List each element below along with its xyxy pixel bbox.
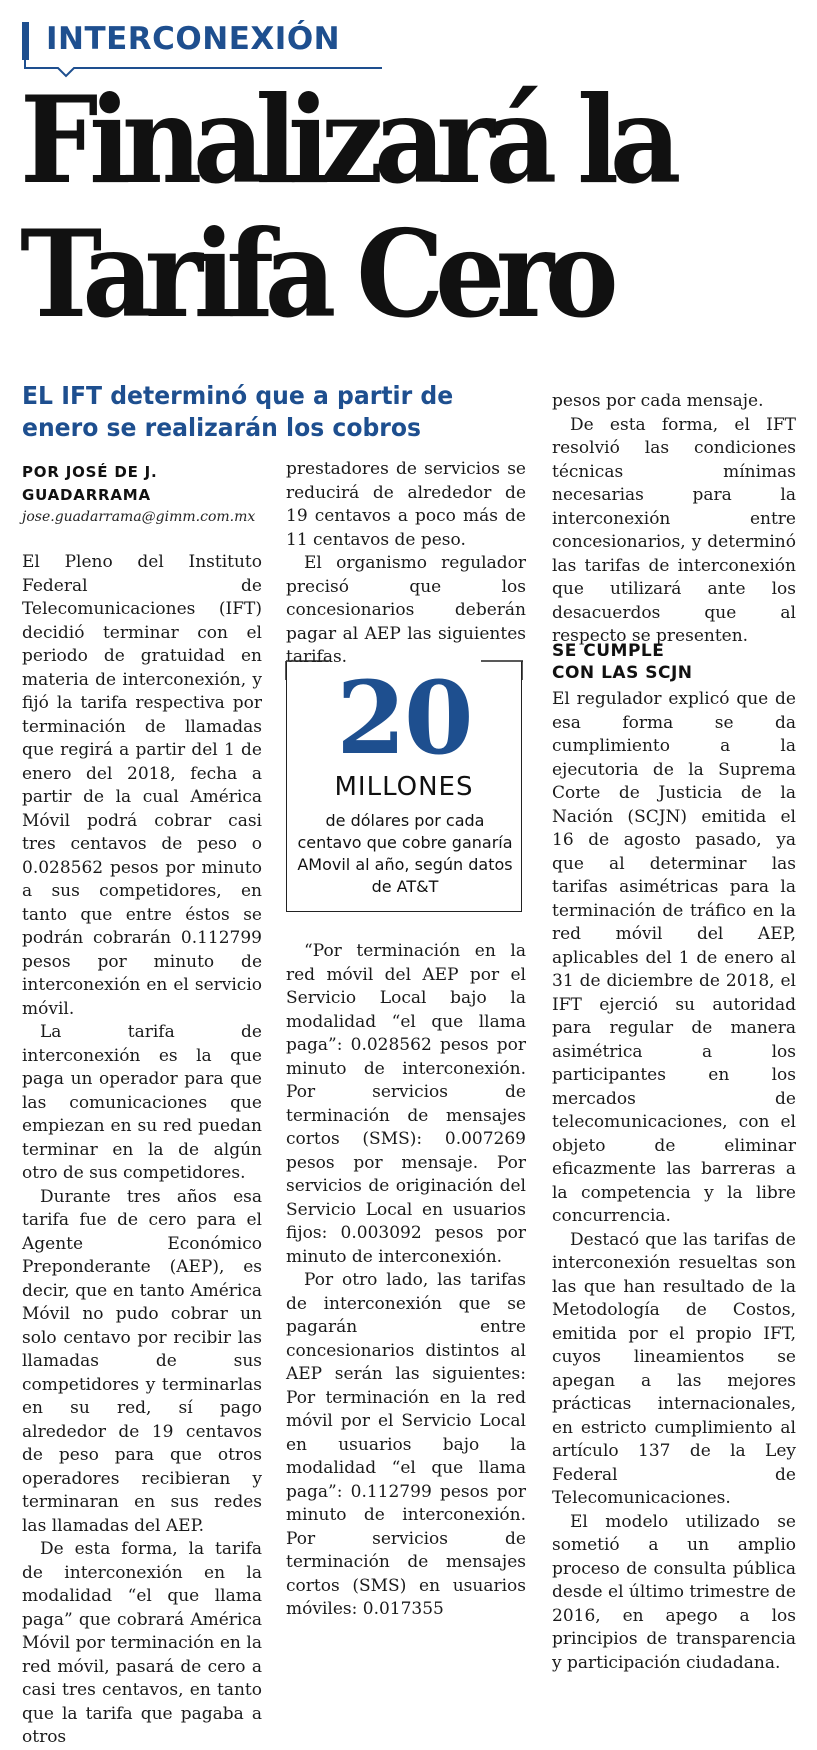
paragraph: De esta forma, la tarifa de interconexión en la modalidad “el que llama paga” que cobrará América Móvil por terminación en la red móvil, pasará de cero a casi tres centavos, en tanto que la tarifa que pagaba a otros [22,1539,262,1747]
paragraph: El organismo regulador precisó que los concesionarios deberán pagar al AEP las siguientes tarifas. [286,553,526,667]
article-column-3-top [552,390,796,649]
article-column-2-top [286,458,526,670]
article-column-1 [22,551,262,1750]
byline [22,461,158,507]
paragraph: El regulador explicó que de esa forma se da cumplimiento a la ejecutoria de la Suprema Corte de Justicia de la Nación (SCJN) emitida el 16 de agosto pasado, ya que al determinar las tarifas asimétricas para la terminación de tráfico en la red móvil del AEP, aplicables del 1 de enero al 31 de diciembre de 2018, el IFT ejerció su autoridad para regular de manera asimétrica a los participantes en los mercados de telecomunicaciones, con el objeto de eliminar eficazmente las barreras a la competencia y la libre concurrencia. [552,689,796,1226]
subhead-line-2: enero se realizarán los cobros [22,413,422,442]
section-tag [22,18,384,64]
paragraph: La tarifa de interconexión es la que paga un operador para que las comunicaciones que empiezan en su red puedan terminar en la de algún otro de sus competidores. [22,1022,262,1183]
paragraph: “Por terminación en la red móvil del AEP por el Servicio Local bajo la modalidad “el que llama paga”: 0.028562 pesos por minuto de interconexión. Por servicios de terminación de mensajes cortos (SMS): 0.007269 pesos por mensaje. Por servicios de originación del Servicio Local en usuarios fijos: 0.003092 pesos por minuto de interconexión. [286,941,526,1267]
headline [20,70,747,345]
paragraph: pesos por cada mensaje. [552,391,764,411]
callout-unit: MILLONES [334,772,474,802]
callout-number: 20 [336,659,472,777]
author-email[interactable]: jose.guadarrama@gimm.com.mx [22,509,256,525]
article-column-3-bottom [552,688,796,1675]
paragraph: Destacó que las tarifas de interconexión resueltas son las que han resultado de la Metodología de Costos, emitida por el propio IFT, cuyos lineamientos se apegan a las mejores prácticas internacionales, en estricto cumplimiento al artículo 137 de la Ley Federal de Telecomunicaciones. [552,1229,796,1508]
callout-box [286,659,522,912]
byline-line-2: GUADARRAMA [22,486,151,504]
paragraph: Por otro lado, las tarifas de interconexión que se pagarán entre concesionarios distintos al AEP serán las siguientes: Por terminación en la red móvil por el Servicio Local en usuarios bajo la modalidad “el que llama paga”: 0.112799 pesos por minuto de interconexión. Por servicios de terminación de mensajes cortos (SMS) en usuarios móviles: 0.017355 [286,1270,526,1619]
paragraph: De esta forma, el IFT resolvió las condiciones técnicas mínimas necesarias para la interconexión entre concesionarios, y determinó las tarifas de interconexión que utilizará ante los desacuerdos que al respecto se presenten. [552,414,796,646]
paragraph: El Pleno del Instituto Federal de Telecomunicaciones (IFT) decidió terminar con el periodo de gratuidad en materia de interconexión, y fijó la tarifa respectiva por terminación de llamadas que regirá a partir del 1 de enero del 2018, fecha a partir de la cual América Móvil podrá cobrar casi tres centavos de peso o 0.028562 pesos por minuto a sus competidores, en tanto que entre éstos se podrán cobrarán 0.112799 pesos por minuto de interconexión en el servicio móvil. [22,552,262,1019]
paragraph: Durante tres años esa tarifa fue de cero para el Agente Económico Preponderante (AEP), es decir, que en tanto América Móvil no pudo cobrar un solo centavo por recibir las llamadas de sus competidores y terminarlas en su red, sí pago alrededor de 19 centavos de peso para que otros operadores recibieran y terminaran en sus redes las llamadas del AEP. [22,1186,262,1536]
paragraph: El modelo utilizado se sometió a un amplio proceso de consulta pública desde el último trimestre de 2016, en apego a los principios de transparencia y participación ciudadana. [552,1511,796,1673]
subhead-line-1: EL IFT determinó que a partir de [22,381,454,410]
headline-line-1: Finalizará la [20,70,673,211]
section-subtitle [552,640,792,684]
callout-description: de dólares por cada centavo que cobre ganaría AMovil al año, según datos de AT&T [297,811,513,896]
subtitle-line-1: SE CUMPLE [552,641,665,661]
subheadline [22,380,511,444]
paragraph: prestadores de servicios se reducirá de alrededor de 19 centavos a poco más de 11 centavos de peso. [286,459,526,550]
byline-line-1: POR JOSÉ DE J. [22,463,158,481]
headline-line-2: Tarifa Cero [20,204,610,345]
article-column-2-bottom [286,940,526,1622]
section-label: INTERCONEXIÓN [46,21,341,57]
subtitle-line-2: CON LAS SCJN [552,663,693,683]
